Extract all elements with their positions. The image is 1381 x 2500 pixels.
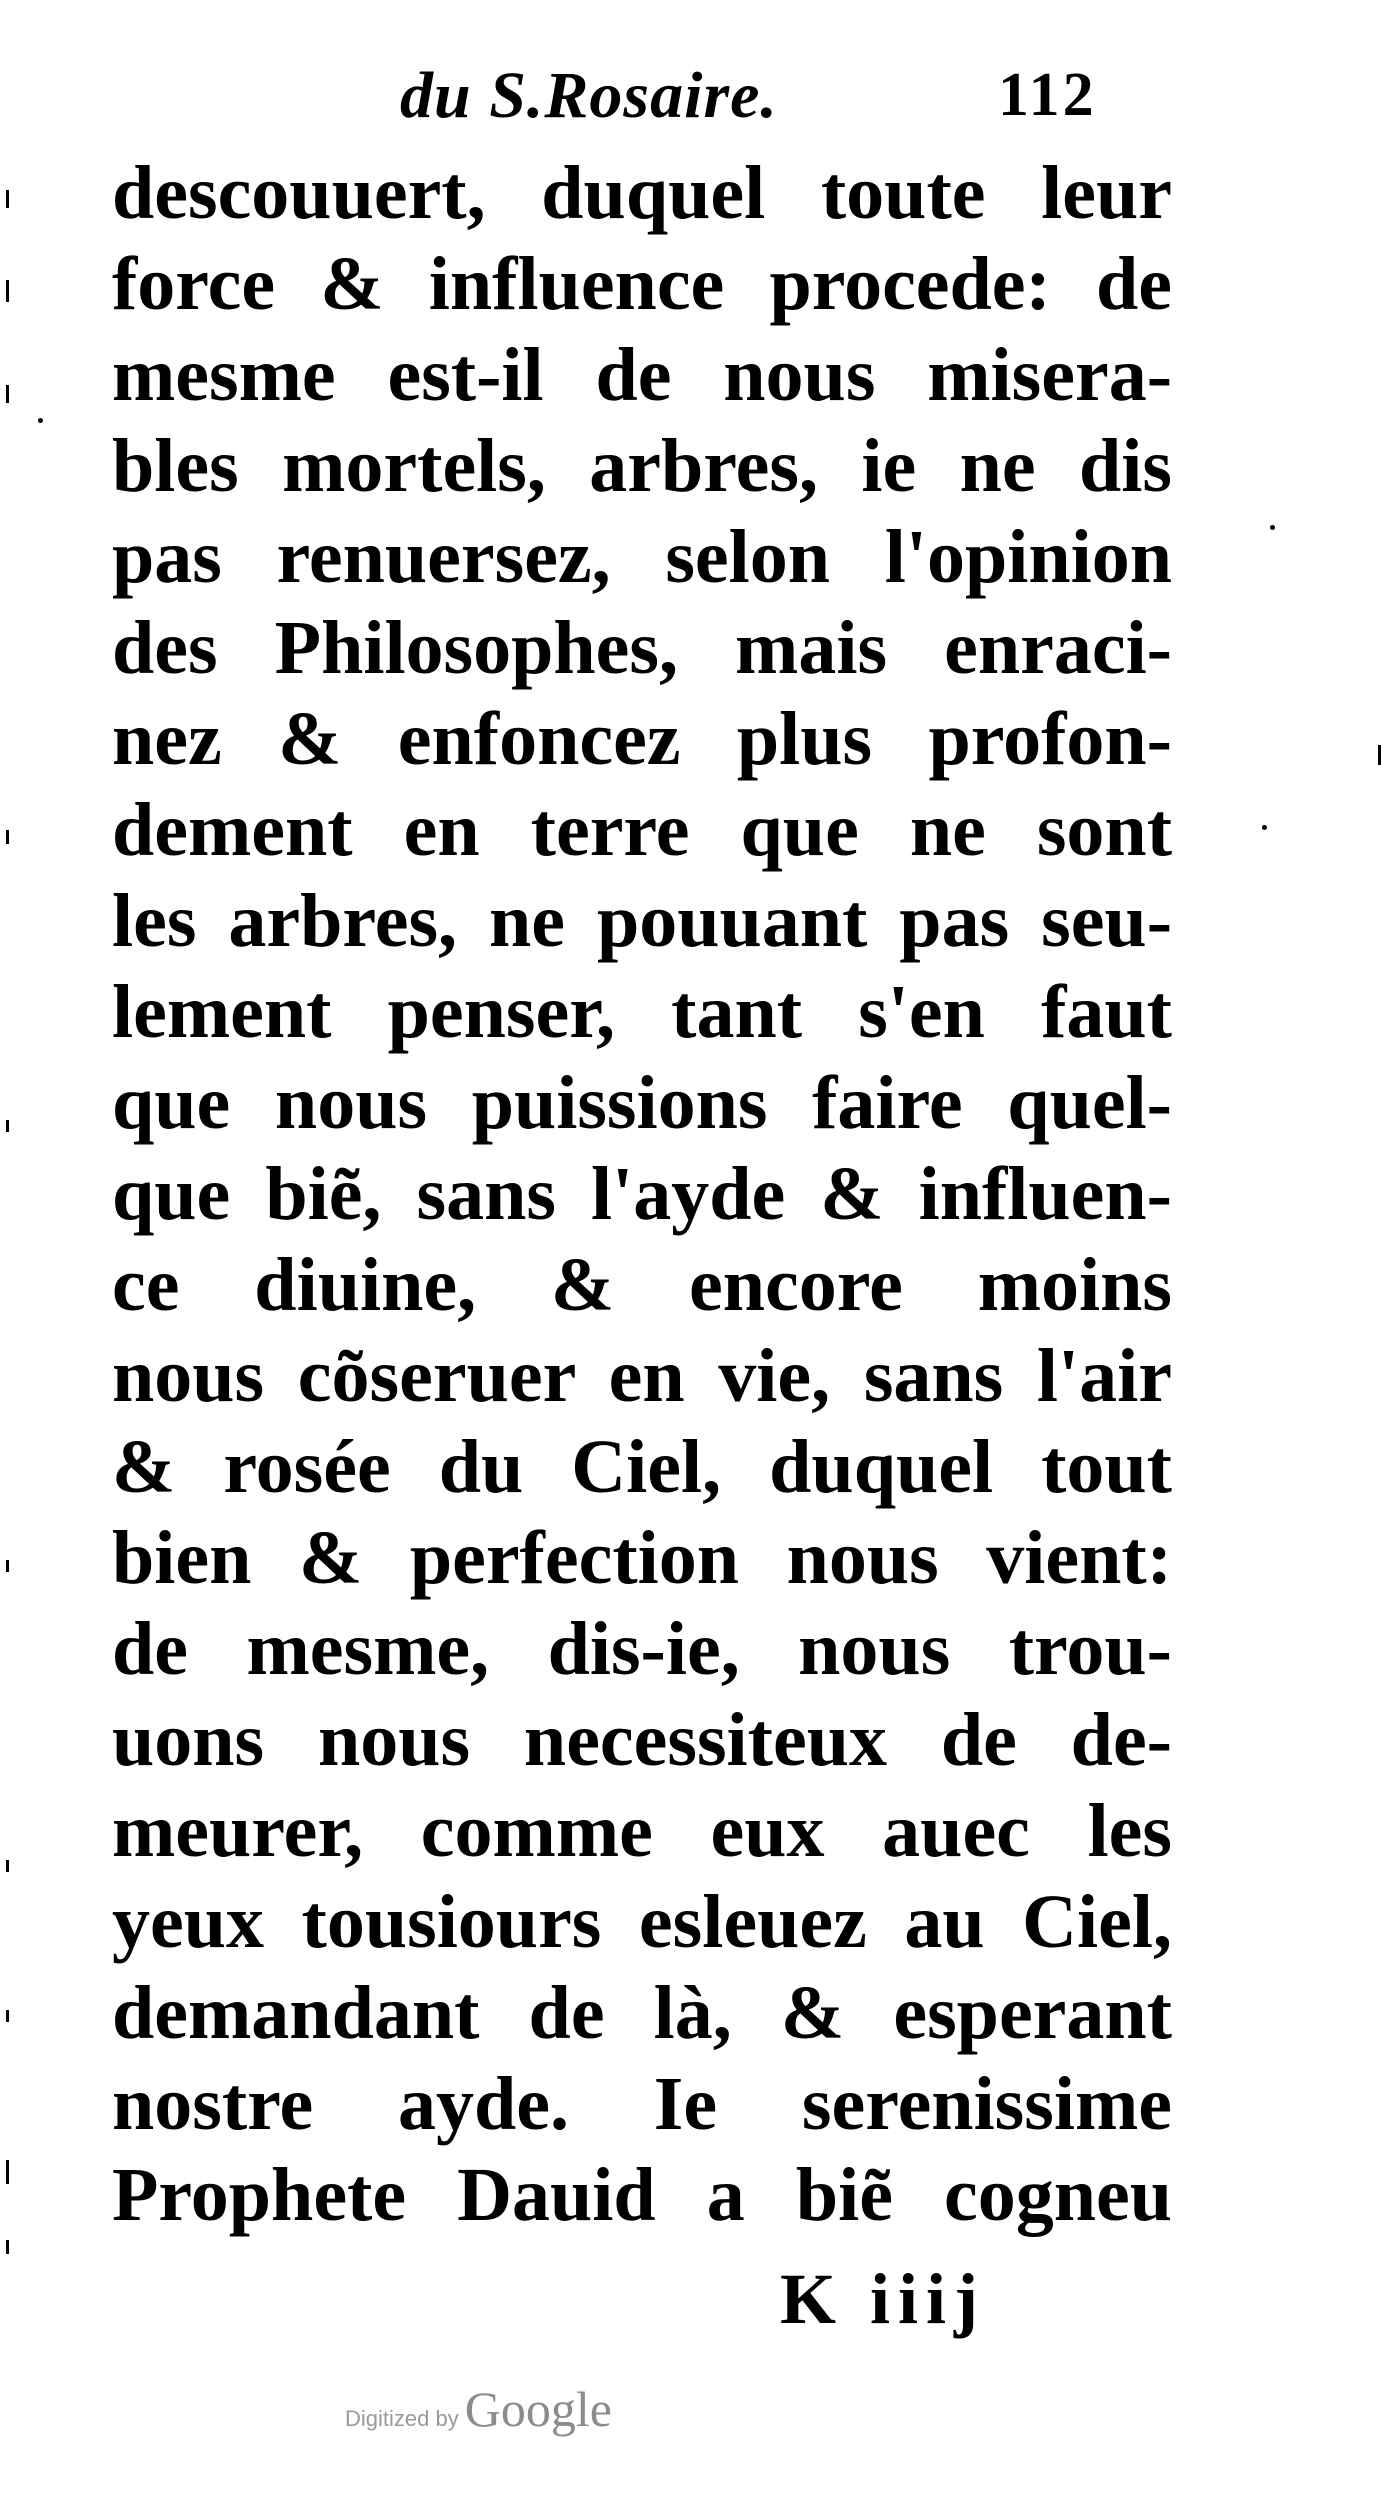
signature-mark: K iiij [780,2259,986,2339]
text-line: & rosée du Ciel, duquel tout [112,1425,1172,1509]
text-line: dement en terre que ne sont [112,788,1172,872]
text-line: ce diuine, & encore moins [112,1243,1172,1327]
text-line: descouuert, duquel toute leur [112,151,1172,235]
ink-speck [38,418,43,423]
text-line: nous co͂seruer en vie, sans l'air [112,1334,1172,1418]
text-line: les arbres, ne pouuant pas seu- [112,879,1172,963]
watermark-prefix: Digitized by [345,2406,459,2431]
text-line: que bie͂, sans l'ayde & influen- [112,1152,1172,1236]
text-line: meurer, comme eux auec les [112,1789,1172,1873]
text-line: que nous puissions faire quel- [112,1061,1172,1145]
text-line: bien & perfection nous vient: [112,1516,1172,1600]
watermark-brand: Google [464,2381,612,2437]
text-line: Prophete Dauid a bie͂ cogneu [112,2153,1172,2237]
text-line: des Philosophes, mais enraci- [112,606,1172,690]
text-line: lement penser, tant s'en faut [112,970,1172,1054]
text-line: force & influence procede: de [112,242,1172,326]
body-text [112,148,1172,2241]
page-number: 112 [998,61,1097,129]
ink-speck [1262,825,1267,830]
text-line: nez & enfoncez plus profon- [112,697,1172,781]
ink-speck [1270,525,1275,530]
text-line: yeux tousiours esleuez au Ciel, [112,1880,1172,1964]
left-margin-edge [0,0,30,2500]
text-line: de mesme, dis-ie, nous trou- [112,1607,1172,1691]
text-line: mesme est-il de nous misera- [112,333,1172,417]
text-line: pas renuersez, selon l'opinion [112,515,1172,599]
text-line: demandant de là, & esperant [112,1971,1172,2055]
page-header [400,58,1160,138]
digitized-watermark [345,2380,612,2440]
text-line: bles mortels, arbres, ie ne dis [112,424,1172,508]
text-line: uons nous necessiteux de de- [112,1698,1172,1782]
running-head: du S.Rosaire. [400,59,778,132]
text-line: nostre ayde. Ie serenissime [112,2062,1172,2146]
